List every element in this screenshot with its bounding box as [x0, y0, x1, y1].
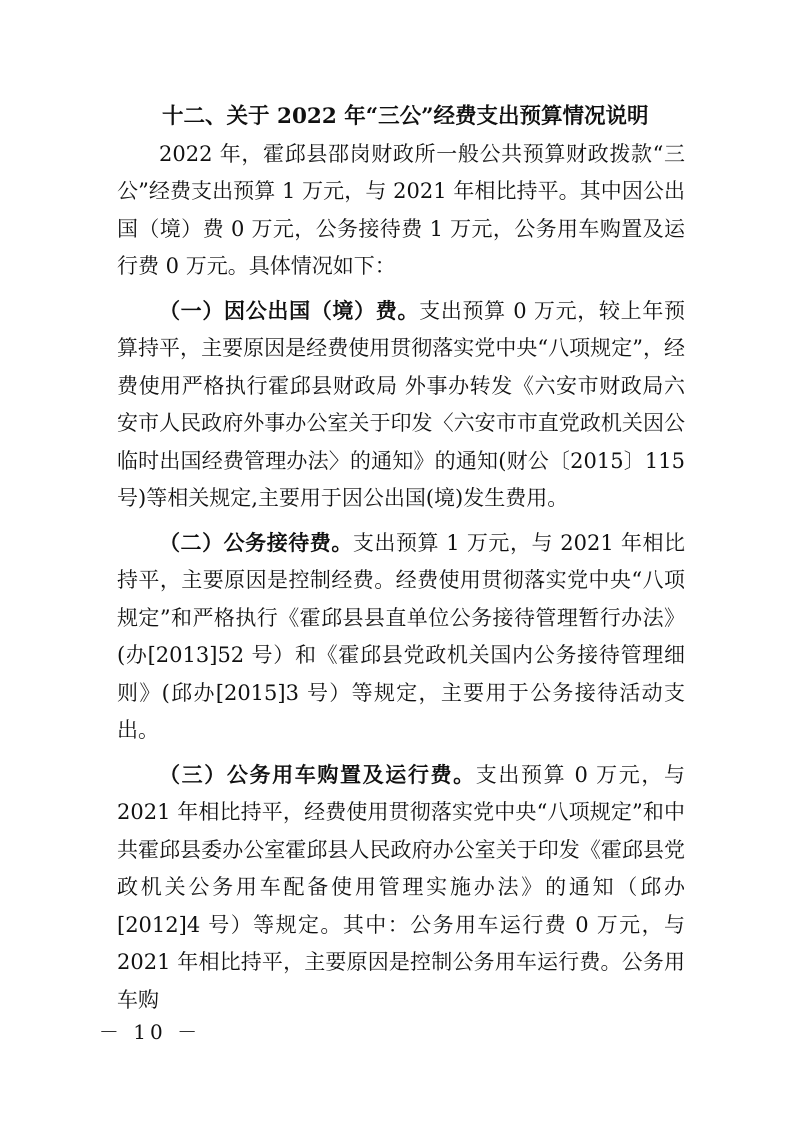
page-number: － 10 －	[98, 1020, 202, 1044]
paragraph-lead: （二）公务接待费。	[159, 529, 353, 555]
paragraph-text: 支出预算 1 万元，与 2021 年相比持平，主要原因是控制经费。经费使用贯彻落实党中央“八项规定”和严格执行《霍邱县县直单位公务接待管理暂行办法》(办[2013]52 号）和《霍邱县党政机关国内公务接待管理细则》(邱办[2015]3 号）等规定，主要用于公务接待活动支出。	[117, 530, 685, 742]
intro-paragraph: 2022 年，霍邱县邵岗财政所一般公共预算财政拨款“三公”经费支出预算 1 万元，与 2021 年相比持平。其中因公出国（境）费 0 万元，公务接待费 1 万元，公务用车购置及运行费 0 万元。具体情况如下：	[117, 141, 685, 278]
paragraph-overseas-travel	[117, 292, 685, 518]
section-heading: 十二、关于 2022 年“三公”经费支出预算情况说明	[162, 104, 649, 129]
paragraph-lead: （一）因公出国（境）费。	[159, 297, 420, 323]
paragraph-text: 支出预算 0 万元，较上年预算持平，主要原因是经费使用贯彻落实党中央“八项规定”，经费使用严格执行霍邱县财政局 外事办转发《六安市财政局六安市人民政府外事办公室关于印发〈六安市市直党政机关因公临时出国经费管理办法〉的通知》的通知(财公〔2015〕115 号)等相关规定,主要用于因公出国(境)发生费用。	[117, 298, 685, 510]
paragraph-official-vehicles	[117, 756, 685, 1020]
document-body	[117, 98, 685, 1025]
paragraph-official-reception	[117, 524, 685, 750]
paragraph-lead: （三）公务用车购置及运行费。	[159, 761, 476, 787]
paragraph-text: 支出预算 0 万元，与 2021 年相比持平，经费使用贯彻落实党中央“八项规定”和中共霍邱县委办公室霍邱县人民政府办公室关于印发《霍邱县党政机关公务用车配备使用管理实施办法》的通知（邱办[2012]4 号）等规定。其中：公务用车运行费 0 万元，与 2021 年相比持平，主要原因是控制公务用车运行费。公务用车购	[117, 762, 686, 1012]
